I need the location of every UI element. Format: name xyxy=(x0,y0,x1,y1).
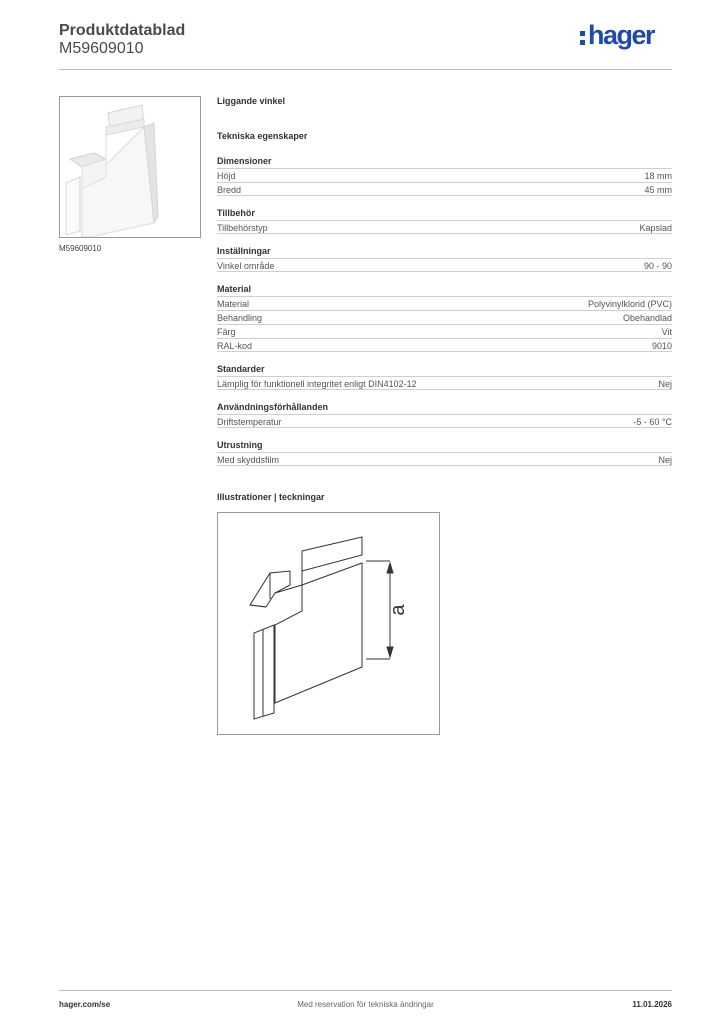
technical-drawing xyxy=(217,512,440,735)
spec-label: Vinkel område xyxy=(217,261,275,271)
spec-value: Nej xyxy=(658,455,672,465)
spec-label: Tillbehörstyp xyxy=(217,223,268,233)
spec-label: Driftstemperatur xyxy=(217,417,282,427)
spec-value: -5 - 60 °C xyxy=(633,417,672,427)
spec-row xyxy=(217,324,672,338)
product-code: M59609010 xyxy=(59,40,144,57)
spec-label: Bredd xyxy=(217,185,242,195)
spec-value: Vit xyxy=(661,327,672,337)
spec-group-conditions xyxy=(217,401,672,428)
spec-value: Nej xyxy=(658,379,672,389)
spec-group-standards xyxy=(217,363,672,390)
spec-value: Obehandlad xyxy=(622,313,672,323)
illustrations-heading: Illustrationer | teckningar xyxy=(217,492,325,502)
group-title: Standarder xyxy=(217,364,265,374)
product-name: Liggande vinkel xyxy=(217,96,286,106)
spec-row xyxy=(217,310,672,324)
product-photo xyxy=(59,96,201,238)
spec-value: 9010 xyxy=(651,341,672,351)
footer-date: 11.01.2026 xyxy=(632,1000,672,1009)
spec-value: 90 - 90 xyxy=(643,261,672,271)
group-title: Utrustning xyxy=(217,440,263,450)
spec-row xyxy=(217,452,672,466)
spec-value: 45 mm xyxy=(644,185,672,195)
spec-label: Färg xyxy=(217,327,236,337)
group-title: Användningsförhållanden xyxy=(217,402,329,412)
spec-label: Med skyddsfilm xyxy=(217,455,280,465)
hager-logo xyxy=(580,20,654,50)
logo-dots-icon xyxy=(580,31,585,45)
spec-row xyxy=(217,220,672,234)
spec-row xyxy=(217,296,672,310)
spec-value: Kapslad xyxy=(639,223,672,233)
spec-row xyxy=(217,338,672,352)
photo-caption: M59609010 xyxy=(59,244,102,253)
footer-website: hager.com/se xyxy=(59,1000,111,1009)
group-title: Tillbehör xyxy=(217,208,255,218)
technical-drawing-image xyxy=(218,513,439,734)
group-title: Material xyxy=(217,284,252,294)
spec-value: 18 mm xyxy=(644,171,672,181)
document-title: Produktdatablad xyxy=(59,22,186,39)
tech-heading: Tekniska egenskaper xyxy=(217,131,308,141)
logo-text: hager xyxy=(587,20,654,50)
spec-label: RAL-kod xyxy=(217,341,253,351)
spec-group-settings xyxy=(217,245,672,272)
page-footer xyxy=(59,990,672,1014)
spec-label: Behandling xyxy=(217,313,263,323)
group-title: Dimensioner xyxy=(217,156,272,166)
spec-row xyxy=(217,376,672,390)
spec-group-equipment xyxy=(217,439,672,466)
spec-value: Polyvinylklorid (PVC) xyxy=(587,299,672,309)
product-photo-image xyxy=(60,97,200,237)
spec-group-dimensions xyxy=(217,155,672,196)
group-title: Inställningar xyxy=(217,246,271,256)
spec-row xyxy=(217,414,672,428)
spec-row xyxy=(217,168,672,182)
page-header xyxy=(59,22,672,70)
spec-label: Höjd xyxy=(217,171,236,181)
spec-group-accessories xyxy=(217,207,672,234)
footer-notice: Med reservation för tekniska ändringar xyxy=(297,1000,434,1009)
spec-row xyxy=(217,182,672,196)
spec-label: Material xyxy=(217,299,250,309)
spec-section xyxy=(217,96,672,466)
spec-group-material xyxy=(217,283,672,352)
spec-row xyxy=(217,258,672,272)
dimension-label: a xyxy=(387,604,409,616)
spec-label: Lämplig för funktionell integritet enligt DIN4102-12 xyxy=(217,379,417,389)
